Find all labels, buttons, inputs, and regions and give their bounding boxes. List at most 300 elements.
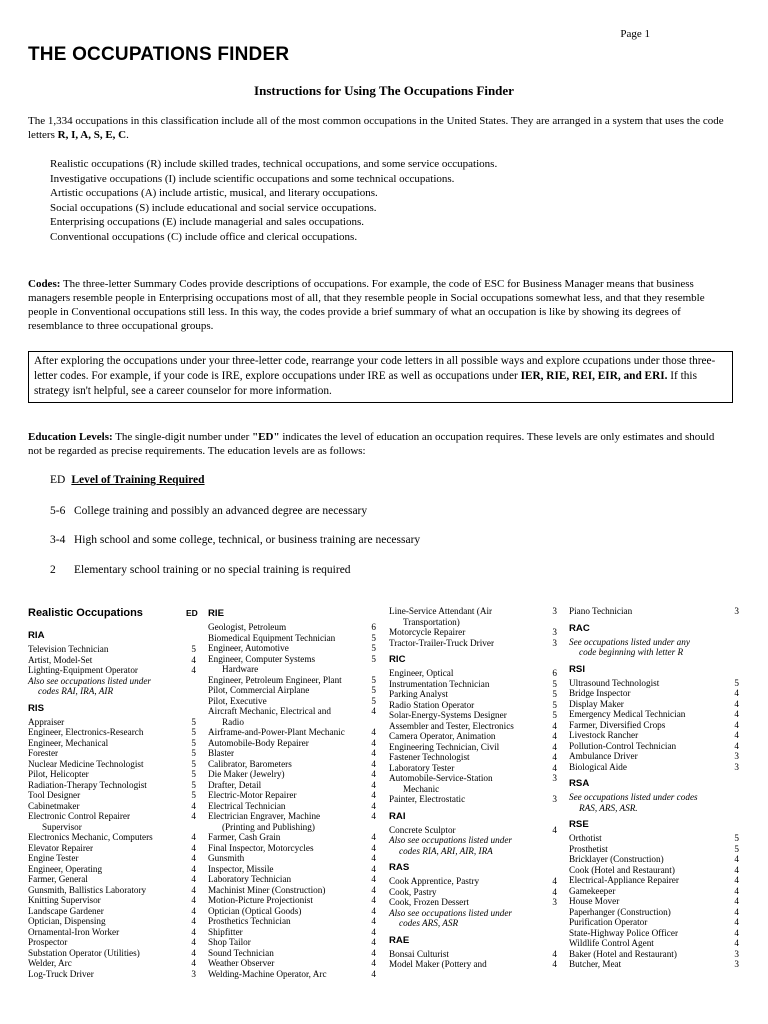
occupation-row	[569, 907, 739, 918]
ed-level-value: 5	[371, 632, 376, 643]
education-level-description: Elementary school training or no special training is required	[74, 564, 351, 576]
occupation-name: Lighting-Equipment Operator	[28, 665, 138, 675]
occupation-row	[208, 885, 376, 896]
ed-level-value: 4	[371, 706, 376, 716]
occupation-name: Model Maker (Pottery and	[389, 959, 487, 969]
ed-level-value: 5	[734, 677, 739, 688]
education-level-code: 3-4	[50, 534, 66, 546]
education-levels-paragraph: Education Levels: The single-digit number under "ED" indicates the level of education an occupation requires. These levels are only estimates and should not be regarded as precise requirements. The education levels are as follows:	[28, 431, 715, 457]
cross-reference-note: Also see occupations listed under	[28, 675, 151, 686]
ed-level-value: 3	[552, 627, 557, 637]
occupation-name: Drafter, Detail	[208, 779, 262, 790]
ed-level-value: 4	[191, 874, 196, 884]
occupation-name: Motorcycle Repairer	[389, 627, 466, 637]
ed-level-value: 4	[734, 906, 739, 917]
ed-level-value: 4	[371, 779, 376, 790]
ed-level-value: 3	[552, 794, 557, 804]
ed-level-value: 4	[191, 654, 196, 665]
occupation-row	[28, 958, 196, 969]
cross-reference-note: codes ARS, ASR	[399, 918, 459, 928]
occupation-name: Engine Tester	[28, 853, 79, 863]
ed-level-value: 4	[371, 905, 376, 916]
riasec-list	[50, 157, 497, 245]
cross-reference-note: Also see occupations listed under	[389, 835, 512, 845]
occupation-row	[28, 885, 196, 896]
education-level-row	[50, 564, 351, 576]
occupation-name: Ornamental-Iron Worker	[28, 926, 120, 937]
occupation-name: Purification Operator	[569, 917, 648, 927]
occupation-row	[208, 811, 376, 822]
code-group-heading: RIA	[28, 630, 45, 641]
ed-level-value: 4	[371, 947, 376, 958]
occupation-row	[208, 664, 376, 675]
occupation-row	[569, 688, 739, 699]
ed-level-value: 5	[371, 685, 376, 695]
occupation-row	[569, 886, 739, 897]
ed-level-value: 3	[734, 606, 739, 616]
occupation-name: Electric-Motor Repairer	[208, 790, 297, 800]
occupation-row	[208, 717, 376, 728]
occupation-row	[28, 864, 196, 875]
occupation-name: Geologist, Petroleum	[208, 622, 287, 632]
occupation-row	[389, 668, 557, 679]
ed-level-value: 5	[191, 716, 196, 727]
occupation-name: Bonsai Culturist	[389, 948, 449, 959]
occupation-name: Cabinetmaker	[28, 800, 80, 811]
occupation-row	[208, 832, 376, 843]
occupation-row	[208, 822, 376, 833]
ed-level-value: 5	[191, 737, 196, 748]
realistic-occupations-heading: Realistic Occupations	[28, 607, 143, 619]
ed-level-value: 5	[191, 748, 196, 758]
occupation-name: Mechanic	[403, 783, 440, 794]
occupation-name: Blaster	[208, 748, 235, 758]
ed-level-value: 4	[371, 832, 376, 842]
occupation-name: Automobile-Body Repairer	[208, 737, 309, 748]
education-level-row	[50, 505, 367, 517]
occupation-row	[28, 969, 196, 980]
occupation-name: Aircraft Mechanic, Electrical and	[208, 706, 331, 716]
occupation-name: Electronics Mechanic, Computers	[28, 832, 153, 842]
occupation-name: Engineer, Petroleum Engineer, Plant	[208, 674, 342, 685]
occupation-row	[28, 717, 196, 728]
education-level-code: 2	[50, 564, 56, 576]
occupation-name: Butcher, Meat	[569, 959, 622, 969]
ed-level-value: 4	[734, 709, 739, 719]
occupation-row	[389, 689, 557, 700]
occupation-row	[208, 801, 376, 812]
occupation-name: Landscape Gardener	[28, 905, 104, 916]
occupation-row	[569, 720, 739, 731]
occupation-row	[208, 675, 376, 686]
occupation-row	[208, 706, 376, 717]
ed-level-value: 4	[552, 824, 557, 835]
occupation-row	[569, 833, 739, 844]
ed-level-value: 4	[552, 720, 557, 731]
occupation-name: Artist, Model-Set	[28, 654, 93, 665]
occupation-row	[28, 665, 196, 676]
occupation-name: Biomedical Equipment Technician	[208, 632, 336, 643]
ed-level-value: 4	[734, 719, 739, 730]
ed-level-value: 4	[734, 730, 739, 740]
riasec-list-item: Artistic occupations (A) include artistic, musical, and literary occupations.	[50, 187, 378, 200]
ed-level-value: 4	[191, 853, 196, 863]
occupation-row	[208, 643, 376, 654]
occupation-row	[389, 638, 557, 649]
ed-level-value: 5	[734, 843, 739, 854]
occupation-name: Airframe-and-Power-Plant Mechanic	[208, 727, 345, 737]
ed-level-value: 6	[371, 622, 376, 632]
education-table-header: ED Level of Training Required	[50, 474, 205, 486]
ed-level-value: 4	[734, 698, 739, 709]
ed-level-value: 4	[734, 917, 739, 927]
occupation-name: Livestock Rancher	[569, 730, 639, 740]
occupation-row	[208, 622, 376, 633]
occupation-name: Bricklayer (Construction)	[569, 854, 664, 864]
ed-level-value: 5	[191, 769, 196, 779]
occupation-row	[208, 748, 376, 759]
cross-reference-note: code beginning with letter R	[579, 647, 684, 657]
occupation-name: Optician (Optical Goods)	[208, 905, 302, 916]
occupation-name: Tool Designer	[28, 790, 81, 800]
ed-level-value: 5	[552, 689, 557, 699]
occupation-name: Electrical-Appliance Repairer	[569, 875, 679, 885]
occupation-name: Machinist Miner (Construction)	[208, 884, 326, 895]
ed-level-value: 4	[371, 811, 376, 821]
occupation-row	[28, 655, 196, 666]
instructions-heading: Instructions for Using The Occupations Finder	[254, 83, 514, 98]
occupation-name: Baker (Hotel and Restaurant)	[569, 948, 677, 959]
occupation-name: Biological Aide	[569, 761, 627, 772]
code-group-heading: RIE	[208, 608, 224, 619]
occupation-name: Pilot, Commercial Airplane	[208, 685, 310, 695]
occupation-name: House Mover	[569, 896, 620, 906]
cross-reference-note: codes RAI, IRA, AIR	[38, 686, 114, 696]
occupation-name: Pilot, Executive	[208, 695, 267, 706]
ed-level-value: 5	[191, 644, 196, 654]
ed-level-value: 5	[552, 710, 557, 720]
codes-paragraph: Codes: The three-letter Summary Codes provide descriptions of occupations. For example, the code of ESC for Business Manager means that business managers resemble people in Enterprising occupations most of all, that they resemble people in Social occupations somewhat less, and that they resemble people in Conventional occupations still less. In this way, the codes provide a brief summary of what an occupation is like by showing its degrees of resemblance to three occupational groups.	[28, 278, 705, 332]
occupation-row	[28, 644, 196, 655]
occupation-row	[569, 751, 739, 762]
occupation-row	[389, 949, 557, 960]
intro-paragraph: The 1,334 occupations in this classification include all of the most common occupations in the United States. They are arranged in a system that uses the code letters R, I, A, S, E, C.	[28, 115, 724, 141]
occupation-row	[28, 853, 196, 864]
occupation-name: Bridge Inspector	[569, 688, 631, 698]
occupation-row	[389, 825, 557, 836]
occupation-row	[28, 937, 196, 948]
ed-level-value: 4	[371, 926, 376, 937]
occupation-row	[208, 843, 376, 854]
ed-level-value: 4	[191, 842, 196, 853]
occupation-name: Optician, Dispensing	[28, 916, 106, 926]
occupation-name: Line-Service Attendant (Air	[389, 606, 493, 616]
occupation-row	[389, 617, 557, 628]
ed-level-value: 3	[552, 773, 557, 783]
occupation-row	[28, 895, 196, 906]
occupation-row	[569, 854, 739, 865]
occupation-name: Engineer, Operating	[28, 863, 103, 874]
occupation-name: Farmer, Cash Grain	[208, 832, 281, 842]
occupation-name: Assembler and Tester, Electronics	[389, 720, 514, 731]
occupation-name: Log-Truck Driver	[28, 968, 94, 979]
ed-level-value: 4	[552, 731, 557, 741]
ed-level-value: 4	[552, 948, 557, 959]
ed-level-value: 4	[552, 762, 557, 773]
occupation-row	[569, 844, 739, 855]
occupation-name: Cook, Pastry	[389, 886, 437, 897]
occupations-column-2	[208, 606, 376, 979]
ed-level-value: 4	[371, 769, 376, 779]
occupation-row	[389, 897, 557, 908]
ed-level-value: 4	[371, 863, 376, 874]
occupation-name: Laboratory Tester	[389, 762, 455, 773]
code-group-heading: RAE	[389, 934, 410, 946]
occupation-name: Ambulance Driver	[569, 751, 638, 761]
code-group-heading: RSE	[569, 819, 589, 830]
occupation-name: Inspector, Missile	[208, 863, 274, 874]
occupation-name: Prospector	[28, 937, 68, 947]
occupation-row	[569, 875, 739, 886]
occupation-row	[208, 853, 376, 864]
ed-level-value: 5	[552, 699, 557, 710]
occupation-row	[389, 887, 557, 898]
occupation-name: Farmer, Diversified Crops	[569, 719, 666, 730]
occupation-row	[569, 896, 739, 907]
occupation-name: Radio Station Operator	[389, 699, 475, 710]
occupation-row	[28, 769, 196, 780]
occupation-name: Appraiser	[28, 716, 65, 727]
ed-level-value: 5	[552, 678, 557, 689]
occupation-row	[389, 606, 557, 617]
ed-level-value: 4	[371, 874, 376, 884]
occupation-name: Electrical Technician	[208, 800, 286, 811]
occupation-name: Substation Operator (Utilities)	[28, 947, 140, 958]
code-group-heading: RSA	[569, 778, 590, 789]
ed-level-value: 4	[191, 947, 196, 958]
occupation-row	[208, 937, 376, 948]
occupation-row	[208, 948, 376, 959]
occupation-row	[28, 790, 196, 801]
occupation-row	[389, 679, 557, 690]
occupation-name: Engineering Technician, Civil	[389, 741, 500, 752]
occupation-name: Concrete Sculptor	[389, 824, 456, 835]
occupation-row	[28, 811, 196, 822]
ed-level-value: 3	[734, 751, 739, 761]
code-group-heading: RAS	[389, 862, 410, 873]
occupation-row	[569, 949, 739, 960]
occupation-name: Electronic Control Repairer	[28, 811, 131, 821]
occupation-name: Prosthetist	[569, 843, 608, 854]
occupation-row	[389, 959, 557, 970]
ed-level-value: 3	[552, 637, 557, 648]
occupation-name: Forester	[28, 748, 59, 758]
ed-level-value: 4	[371, 758, 376, 769]
cross-reference-note: See occupations listed under any	[569, 636, 690, 647]
ed-level-value: 4	[191, 905, 196, 916]
occupation-name: Laboratory Technician	[208, 874, 292, 884]
occupation-name: Wildlife Control Agent	[569, 938, 654, 948]
occupation-name: Calibrator, Barometers	[208, 758, 292, 769]
ed-level-value: 4	[191, 811, 196, 821]
occupation-row	[208, 769, 376, 780]
ed-level-value: 4	[191, 895, 196, 905]
occupation-row	[28, 748, 196, 759]
occupation-row	[28, 927, 196, 938]
ed-level-value: 5	[371, 653, 376, 664]
occupation-name: Parking Analyst	[389, 689, 448, 699]
occupation-row	[389, 752, 557, 763]
occupation-row	[28, 874, 196, 885]
occupation-row	[28, 948, 196, 959]
occupation-row	[208, 654, 376, 665]
occupation-name: Sound Technician	[208, 947, 274, 958]
occupation-row	[28, 801, 196, 812]
occupation-row	[208, 685, 376, 696]
ed-level-value: 4	[371, 853, 376, 863]
ed-level-value: 3	[734, 761, 739, 772]
riasec-list-item: Social occupations (S) include educational and social service occupations.	[50, 201, 377, 214]
cross-reference-note: See occupations listed under codes	[569, 792, 698, 802]
ed-level-value: 4	[191, 800, 196, 811]
ed-level-value: 5	[191, 790, 196, 800]
occupation-name: Nuclear Medicine Technologist	[28, 758, 144, 769]
code-group-heading: RIS	[28, 702, 44, 714]
ed-level-value: 4	[552, 752, 557, 762]
occupation-row	[569, 741, 739, 752]
occupation-row	[208, 969, 376, 980]
occupation-name: Pollution-Control Technician	[569, 740, 677, 751]
occupation-row	[208, 927, 376, 938]
occupation-row	[389, 627, 557, 638]
code-group-heading: RAI	[389, 810, 406, 822]
ed-level-value: 4	[191, 916, 196, 926]
occupation-row	[208, 916, 376, 927]
ed-level-value: 4	[191, 958, 196, 968]
occupation-name: Hardware	[222, 664, 259, 674]
occupation-row	[569, 730, 739, 741]
occupation-row	[28, 843, 196, 854]
occupation-name: Orthotist	[569, 833, 602, 843]
occupation-row	[208, 790, 376, 801]
occupation-row	[389, 710, 557, 721]
document-title: THE OCCUPATIONS FINDER	[28, 44, 290, 65]
occupation-row	[389, 784, 557, 795]
occupation-name: Fastener Technologist	[389, 752, 470, 762]
ed-level-value: 6	[552, 668, 557, 678]
ed-level-value: 4	[734, 854, 739, 864]
occupation-name: Radiation-Therapy Technologist	[28, 779, 147, 790]
occupation-row	[389, 794, 557, 805]
occupation-name: Camera Operator, Animation	[389, 731, 496, 741]
occupation-row	[28, 906, 196, 917]
ed-level-value: 5	[191, 779, 196, 790]
ed-level-value: 4	[734, 875, 739, 885]
ed-level-value: 4	[371, 727, 376, 737]
ed-level-value: 4	[191, 937, 196, 947]
occupation-name: State-Highway Police Officer	[569, 927, 679, 938]
occupations-column-1	[28, 606, 196, 979]
riasec-list-item: Realistic occupations (R) include skilled trades, technical occupations, and some service occupations.	[50, 158, 498, 170]
ed-level-value: 5	[734, 833, 739, 843]
occupation-row	[28, 822, 196, 833]
occupation-name: Gunsmith, Ballistics Laboratory	[28, 884, 147, 895]
occupation-name: Electrician Engraver, Machine	[208, 811, 321, 821]
ed-level-value: 4	[371, 800, 376, 811]
education-level-row	[50, 534, 420, 546]
occupation-name: Engineer, Mechanical	[28, 737, 109, 748]
occupation-name: Knitting Supervisor	[28, 895, 101, 905]
ed-level-value: 4	[371, 748, 376, 758]
strategy-box: After exploring the occupations under your three-letter code, rearrange your code letters in all possible ways and explore ccupations under those three-letter codes. For example, if your code is IRE, explore occupations under IRE as well as occupations under IER, RIE, REI, EIR, and ERI. If this strategy isn't helpful, see a career counselor for more information.	[28, 351, 733, 403]
occupation-name: Prosthetics Technician	[208, 916, 291, 926]
occupation-name: Automobile-Service-Station	[389, 773, 493, 783]
riasec-list-item: Enterprising occupations (E) include managerial and sales occupations.	[50, 216, 365, 229]
ed-level-value: 4	[371, 737, 376, 748]
ed-column-label: ED	[186, 608, 198, 618]
cross-reference-note: RAS, ARS, ASR.	[579, 802, 638, 813]
ed-level-value: 4	[552, 959, 557, 969]
ed-level-value: 4	[371, 968, 376, 979]
occupation-row	[389, 731, 557, 742]
occupation-row	[208, 958, 376, 969]
ed-level-value: 4	[734, 938, 739, 948]
occupation-name: Emergency Medical Technician	[569, 709, 686, 719]
ed-level-value: 5	[191, 727, 196, 737]
occupation-row	[28, 780, 196, 791]
occupations-column-3	[389, 606, 557, 970]
ed-level-value: 4	[552, 886, 557, 897]
occupation-row	[569, 709, 739, 720]
education-level-description: College training and possibly an advanced degree are necessary	[74, 505, 368, 517]
occupation-name: Solar-Energy-Systems Designer	[389, 710, 507, 720]
ed-level-value: 4	[371, 895, 376, 905]
ed-level-value: 4	[734, 885, 739, 896]
occupation-row	[208, 906, 376, 917]
page-number: Page 1	[620, 28, 650, 40]
occupation-row	[569, 678, 739, 689]
occupation-row	[208, 874, 376, 885]
code-group-heading: RSI	[569, 663, 585, 675]
occupation-name: Gamekeeper	[569, 885, 616, 896]
occupation-row	[389, 773, 557, 784]
ed-level-value: 4	[371, 842, 376, 853]
occupation-name: Transportation)	[403, 616, 460, 627]
occupation-row	[389, 763, 557, 774]
occupation-row	[569, 917, 739, 928]
occupation-row	[389, 700, 557, 711]
ed-level-value: 5	[371, 674, 376, 685]
occupation-name: Tractor-Trailer-Truck Driver	[389, 637, 495, 648]
ed-level-value: 4	[552, 741, 557, 752]
occupation-name: Piano Technician	[569, 606, 633, 616]
ed-level-value: 4	[191, 884, 196, 895]
occupation-name: Ultrasound Technologist	[569, 677, 660, 688]
occupation-name: Pilot, Helicopter	[28, 769, 89, 779]
occupation-name: Paperhanger (Construction)	[569, 906, 671, 917]
occupation-name: Die Maker (Jewelry)	[208, 769, 285, 779]
occupation-row	[208, 738, 376, 749]
ed-level-value: 5	[371, 643, 376, 653]
ed-level-value: 4	[371, 790, 376, 800]
education-level-code: 5-6	[50, 505, 66, 517]
cross-reference-note: codes RIA, ARI, AIR, IRA	[399, 845, 493, 856]
ed-level-value: 3	[552, 897, 557, 907]
ed-level-value: 4	[734, 864, 739, 875]
occupation-name: Supervisor	[42, 821, 82, 832]
ed-level-value: 4	[734, 688, 739, 698]
riasec-list-item: Conventional occupations (C) include office and clerical occupations.	[50, 230, 358, 243]
